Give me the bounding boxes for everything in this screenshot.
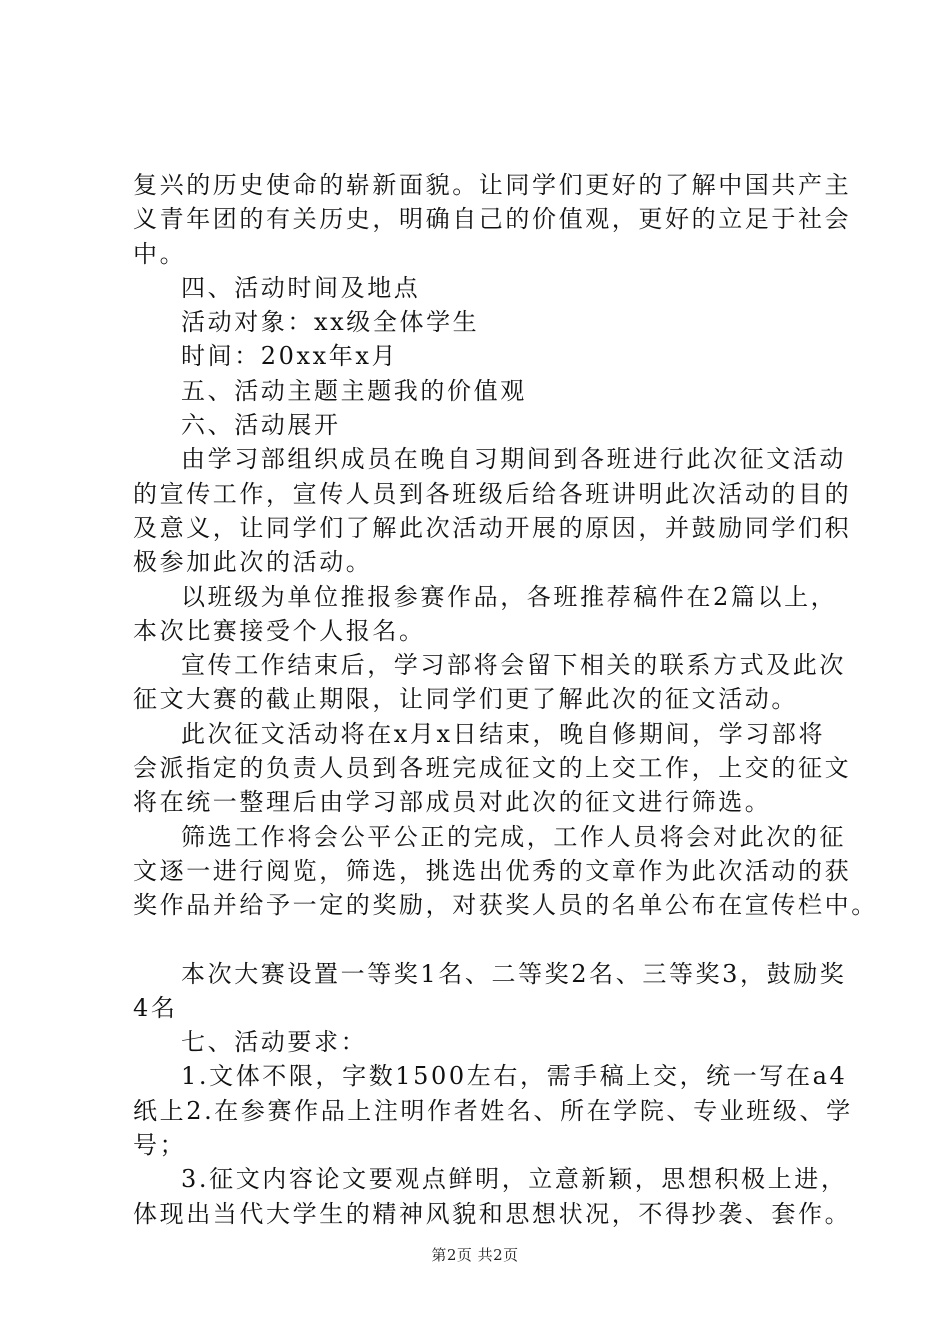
body-text-line: 此次征文活动将在x月x日结束，晚自修期间，学习部将 (181, 719, 826, 748)
body-text-line: 的宣传工作，宣传人员到各班级后给各班讲明此次活动的目的 (133, 479, 852, 508)
body-text-line: 以班级为单位推报参赛作品，各班推荐稿件在2篇以上， (181, 582, 838, 611)
body-text-line: 奖作品并给予一定的奖励，对获奖人员的名单公布在宣传栏中。 (133, 891, 878, 920)
body-text-line: 1.文体不限，字数1500左右，需手稿上交，统一写在a4 (181, 1062, 848, 1091)
body-text-line: 会派指定的负责人员到各班完成征文的上交工作，上交的征文 (133, 754, 852, 783)
body-text-line: 文逐一进行阅览，筛选，挑选出优秀的文章作为此次活动的获 (133, 856, 852, 885)
body-text-line: 义青年团的有关历史，明确自己的价值观，更好的立足于社会 (133, 205, 852, 234)
section-heading: 七、活动要求： (181, 1028, 368, 1057)
body-text-line: 4名 (133, 993, 178, 1022)
body-text-line: 本次大赛设置一等奖1名、二等奖2名、三等奖3，鼓励奖 (181, 959, 847, 988)
section-heading: 六、活动展开 (181, 411, 341, 440)
body-text-line: 活动对象：xx级全体学生 (181, 308, 480, 337)
body-text-line: 复兴的历史使命的崭新面貌。让同学们更好的了解中国共产主 (133, 171, 852, 199)
body-text-line: 纸上2.在参赛作品上注明作者姓名、所在学院、专业班级、学 (133, 1096, 853, 1125)
section-heading: 四、活动时间及地点 (181, 273, 421, 302)
body-text-line: 宣传工作结束后，学习部将会留下相关的联系方式及此次 (181, 651, 846, 680)
section-heading: 五、活动主题主题我的价值观 (181, 376, 527, 405)
body-text-line: 筛选工作将会公平公正的完成，工作人员将会对此次的征 (181, 822, 846, 851)
document-body (133, 168, 878, 1231)
body-text-line: 由学习部组织成员在晚自习期间到各班进行此次征文活动 (181, 445, 846, 474)
page-number-footer: 第2页 共2页 (431, 1246, 519, 1264)
body-text-line: 征文大赛的截止期限，让同学们更了解此次的征文活动。 (133, 685, 798, 714)
body-text-line: 中。 (133, 239, 187, 268)
body-text-line: 号； (133, 1131, 187, 1160)
body-text-line: 极参加此次的活动。 (133, 548, 373, 577)
body-text-line: 及意义，让同学们了解此次活动开展的原因，并鼓励同学们积 (133, 513, 852, 542)
body-text-line: 体现出当代大学生的精神风貌和思想状况，不得抄袭、套作。 (133, 1199, 852, 1228)
body-text-line: 将在统一整理后由学习部成员对此次的征文进行筛选。 (133, 788, 772, 817)
body-text-line: 时间：20xx年x月 (181, 342, 399, 371)
body-text-line: 3.征文内容论文要观点鲜明，立意新颖，思想积极上进， (181, 1165, 848, 1194)
paragraph-gap (133, 923, 843, 957)
body-text-line: 本次比赛接受个人报名。 (133, 616, 426, 645)
